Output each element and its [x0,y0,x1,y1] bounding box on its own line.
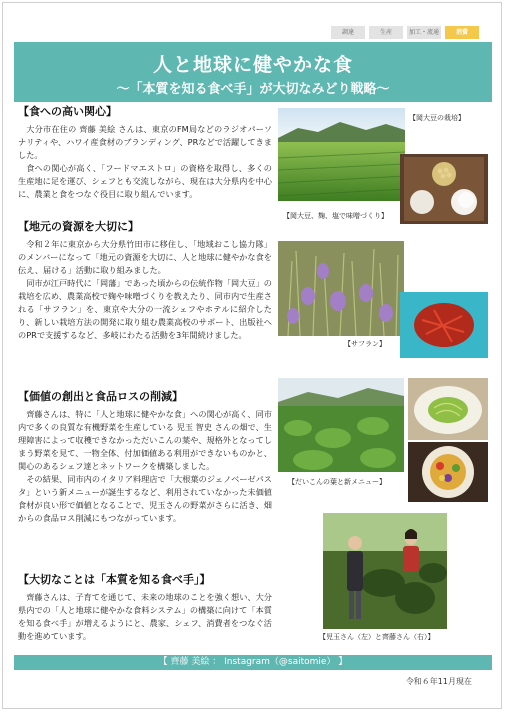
section-heading: 【価値の創出と食品ロスの削減】 [18,390,183,403]
genovese-pasta-photo [408,378,488,440]
caption-daikon: 【だいこんの葉と新メニュー】 [288,478,386,486]
farmers-portrait-photo [323,513,447,629]
section-paragraph: 食への関心が高く、「フードマエストロ」の資格を取得し、多くの生産地に足を運び、シェフとも交流しながら、現在は大分県内を中心に、農業と食をつなぐ役目に取り組んでいます。 [18,163,272,199]
daikon-field-photo [278,378,404,472]
saffron-stigma-photo [400,292,488,358]
section-essential-eaters [18,571,272,643]
section-heading: 【食への高い関心】 [18,105,117,118]
saffron-flowers-photo [278,241,404,336]
section-paragraph: 齊藤さんは、子育てを通じて、未来の地球のことを強く想い、大分県内での「人と地球に健やかな食料システム」の構築に向けて「本質を知る食べ手」が増えるようにと、農家、シェフ、消費者をつなぐ活動を進めています。 [18,592,272,641]
section-food-interest [18,103,272,201]
tab-consumption: 消費 [445,26,479,39]
caption-people: 【児玉さん（左）と齊藤さん（右）】 [319,633,435,641]
soybean-field-photo [278,108,405,201]
section-paragraph: 齊藤さんは、特に「人と地球に健やかな食」への関心が高く、同市内で多くの良質な有機野菜を生産している 児玉 智史 さんの畑で、生理障害によって収穫できなかっただいこんの葉や、規格外となってしまう野菜を見て、一物全体、付加価値ある利用ができないものかと、関心のあるシェフ達とネットワークを構築しました。 [18,409,272,471]
section-paragraph: 同市が江戸時代に「岡藩」であった頃からの伝統作物「岡大豆」の栽培を広め、農業高校で麹や味噌づくりを教えたり、同市内で生産される「サフラン」を、東京や大分の一流シェフやホテルに紹介したり、新しい栽培方法の開発に取り組む農業高校のサポート、出版社へのPRで支援するなど、多岐にわたる活動を3年間続けました。 [18,278,272,340]
page-subtitle: ～「本質を知る食べ手」が大切なみどり戦略～ [116,82,390,97]
caption-soy-field: 【岡大豆の栽培】 [409,114,465,122]
vegetable-dish-photo [408,442,488,502]
miso-ingredients-photo [400,154,488,224]
instagram-footer: 【 齊藤 美絵 ： Instagram（@saitomie） 】 [14,655,492,670]
tab-processing: 加工・流通 [407,26,441,39]
title-banner [14,42,492,102]
section-local-resources [18,218,272,342]
section-paragraph: 大分市在住の 齊藤 美絵 さんは、東京のFM局などのラジオパーソナリティや、ハワイ産食材のブランディング、PRなどで活躍してきました。 [18,124,272,160]
page-title: 人と地球に健やかな食 [152,54,353,76]
date-note: 令和６年11月現在 [405,677,472,686]
tab-production: 生産 [369,26,403,39]
caption-saffron: 【サフラン】 [344,340,386,348]
section-paragraph: 令和２年に東京から大分県竹田市に移住し、「地域おこし協力隊」のメンバーになって「地元の資源を大切に、人と地球に健やかな食を伝え、届ける」活動に取り組みました。 [18,239,272,275]
section-value-creation [18,388,272,525]
section-heading: 【大切なことは「本質を知る食べ手」】 [18,573,211,586]
caption-miso: 【岡大豆、麹、塩で味噌づくり】 [283,212,388,220]
section-heading: 【地元の資源を大切に】 [18,220,139,233]
section-paragraph: その結果、同市内のイタリア料理店で「大根葉のジェノベーゼパスタ」という新メニューが誕生するなど、利用されていなかった未価値食材が良い形で価値となることで、児玉さんの野菜がさらに活き、畑からの食品ロス削減にもつながっています。 [18,474,272,523]
category-tabs [331,26,479,39]
tab-procurement: 調達 [331,26,365,39]
